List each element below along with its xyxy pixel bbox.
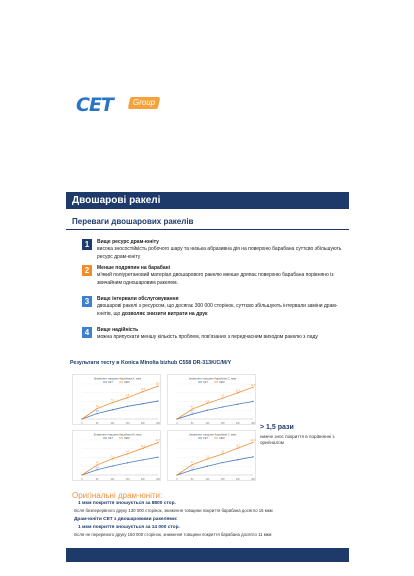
advantage-text <box>97 327 348 342</box>
data-point <box>222 462 223 463</box>
chart-title: Зниження товщини барабана K, мкм <box>93 376 142 381</box>
x-tick-label: 0 <box>81 479 83 481</box>
original-line1: 1 мкм покриття зношується за 8800 стор. <box>78 501 176 506</box>
wear-comparison-note <box>260 424 350 446</box>
x-tick-label: 0 <box>81 423 83 425</box>
data-label: 15.0 <box>155 383 161 386</box>
advantage-title: Вище інтервали обслуговування <box>97 296 179 302</box>
x-tick-label: 50 <box>95 479 99 481</box>
x-tick-label: 0 <box>176 423 178 425</box>
advantage-desc: двошарові ракелі з ресурсом, що досягає 300 000 сторінок, суттєво збільшують інтервали заміни драм-юнітів, що <box>97 303 338 317</box>
legend-label: CET <box>108 381 113 384</box>
x-tick-label: 250 <box>156 423 160 425</box>
data-label: 7.4 <box>110 456 115 459</box>
data-label: 14.9 <box>250 439 256 442</box>
data-point <box>252 401 253 402</box>
data-point <box>207 410 208 411</box>
x-tick-label: 0 <box>176 479 178 481</box>
data-point <box>237 447 238 448</box>
data-point <box>142 391 143 392</box>
data-point <box>207 466 208 467</box>
data-point <box>142 459 143 460</box>
original-line2: після безперервного друку 130 000 сторінок, зниження товщини покриття барабана досягло 15 мкм <box>74 508 273 513</box>
x-tick-label: 50 <box>190 479 194 481</box>
x-tick-label: 200 <box>140 423 145 425</box>
chart-c-svg <box>168 375 257 426</box>
data-label: 7.2 <box>205 400 210 403</box>
x-tick-label: 100 <box>205 479 210 481</box>
legend-label: CET <box>203 437 208 440</box>
x-tick-label: 250 <box>251 479 255 481</box>
x-tick-label: 100 <box>110 423 115 425</box>
x-tick-label: 200 <box>140 479 145 481</box>
data-point <box>192 464 193 465</box>
data-point <box>252 442 253 443</box>
data-label: 2.3 <box>190 467 194 470</box>
data-label: 2.4 <box>95 467 99 470</box>
chart-m-svg <box>73 431 162 482</box>
data-point <box>97 408 98 409</box>
logo-group-text: Group <box>132 98 156 107</box>
data-point <box>237 392 238 393</box>
data-point <box>157 400 158 401</box>
chart-m <box>72 430 161 481</box>
data-label: 12.3 <box>235 445 241 448</box>
page-title: Двошарові ракелі <box>72 195 161 206</box>
data-label: 4.7 <box>190 462 194 465</box>
data-point <box>192 413 193 414</box>
data-point <box>237 403 238 404</box>
data-point <box>176 474 177 475</box>
wear-ratio: > 1,5 рази <box>260 424 294 431</box>
data-label: 7.3 <box>205 456 210 459</box>
x-tick-label: 200 <box>235 479 240 481</box>
data-label: 14.8 <box>155 440 161 443</box>
data-point <box>192 469 193 470</box>
series-line-cet <box>177 457 253 475</box>
advantage-desc: висока зносостійкість робочого шару та низька абразивна дія на поверхню барабана суттєво збільшують ресурс драм-юніту <box>97 246 342 260</box>
data-label: 4.8 <box>95 406 99 408</box>
x-tick-label: 50 <box>190 423 194 425</box>
data-label: 12.2 <box>140 445 146 448</box>
section-title-bar <box>66 216 349 230</box>
x-tick-label: 250 <box>156 479 160 481</box>
series-line-cet <box>82 401 158 419</box>
data-point <box>112 409 113 410</box>
data-point <box>252 387 253 388</box>
data-point <box>207 458 208 459</box>
data-label: 12.5 <box>140 389 146 392</box>
data-label: 12.0 <box>235 390 241 393</box>
data-label: 2.2 <box>190 411 194 414</box>
data-point <box>237 459 238 460</box>
cet-line2: після не перервного друку 150 000 сторінок, зниження товщини покриття барабана досягло 11 мкм <box>74 532 272 537</box>
x-tick-label: 100 <box>110 479 115 481</box>
x-tick-label: 150 <box>220 479 225 481</box>
data-label: 9.6 <box>220 451 225 454</box>
logo-group-badge <box>128 97 161 109</box>
advantage-number: 4 <box>82 327 92 338</box>
series-line-oem <box>82 443 158 475</box>
x-tick-label: 250 <box>251 423 255 425</box>
data-label: 4.5 <box>190 406 194 409</box>
data-point <box>142 448 143 449</box>
data-point <box>97 464 98 465</box>
original-title: Оригінальні драм-юніти: <box>72 491 163 500</box>
logo-brand: CET <box>76 94 113 116</box>
data-point <box>112 458 113 459</box>
x-tick-label: 100 <box>205 423 210 425</box>
data-point <box>220 395 225 399</box>
data-point <box>205 400 210 404</box>
chart-k <box>72 374 161 425</box>
legend-label: CET <box>108 437 113 440</box>
data-point <box>127 453 128 454</box>
wear-ratio-caption: нижче знос покриття в порівнянні з оригіналом <box>260 434 335 445</box>
data-point <box>176 418 177 419</box>
data-point <box>222 406 223 407</box>
data-label: 9.7 <box>125 451 130 454</box>
legend-label: CET <box>203 381 208 384</box>
advantage-highlight: дозволяє знизити витрати на друк <box>121 310 208 317</box>
data-point <box>112 402 113 403</box>
advantage-text <box>97 239 348 261</box>
series-line-oem <box>82 386 158 419</box>
data-point <box>222 453 223 454</box>
data-point <box>97 469 98 470</box>
x-tick-label: 200 <box>235 423 240 425</box>
data-label: 9.8 <box>125 395 130 398</box>
data-point <box>81 418 82 419</box>
chart-k-svg <box>73 375 162 426</box>
advantage-desc: м'який поліуретановий матеріал двошарового ракелю менше дряпає поверхню барабана порівняно із звичайним одношаровим ракелем. <box>97 272 334 286</box>
advantage-text <box>97 265 348 287</box>
advantage-number: 1 <box>82 239 92 250</box>
x-tick-label: 150 <box>220 423 225 425</box>
data-point <box>127 462 128 463</box>
advantage-title: Вище надійність <box>97 327 139 333</box>
data-point <box>157 385 158 386</box>
legend-label: OEM <box>219 381 225 384</box>
data-point <box>142 403 143 404</box>
results-title: Результати тесту в Konica Minolta bizhub C558 DR-313K/C/M/Y <box>70 360 232 366</box>
data-point <box>81 474 82 475</box>
advantage-desc: можна припускати меншу кількість проблем, пов'язаних з передчасним виходом ракелю з ладу <box>97 334 318 341</box>
data-label: 2.5 <box>95 411 99 414</box>
x-tick-label: 150 <box>125 423 130 425</box>
cet-group-logo <box>76 94 186 114</box>
legend-label: OEM <box>124 381 130 384</box>
data-point <box>97 413 98 414</box>
advantage-title: Менше подряпин на барабані <box>97 265 171 271</box>
chart-y <box>167 430 256 481</box>
chart-c <box>167 374 256 425</box>
advantage-number: 2 <box>82 265 92 276</box>
data-point <box>127 397 128 398</box>
data-label: 4.6 <box>95 462 99 465</box>
data-label: 7.5 <box>110 400 115 403</box>
data-point <box>112 465 113 466</box>
chart-y-svg <box>168 431 257 482</box>
x-tick-label: 150 <box>125 479 130 481</box>
data-point <box>157 442 158 443</box>
advantage-title: Вище ресурс драм-юніту <box>97 239 159 245</box>
chart-title: Зниження товщини барабана Y, мкм <box>189 432 236 437</box>
advantage-number: 3 <box>82 296 92 307</box>
legend-label: OEM <box>219 437 225 440</box>
advantage-text <box>97 296 348 318</box>
data-point <box>192 408 193 409</box>
chart-title: Зниження товщини барабана M, мкм <box>93 432 142 437</box>
x-tick-label: 50 <box>95 423 99 425</box>
chart-title: Зниження товщини барабана C, мкм <box>188 376 237 381</box>
data-point <box>157 457 158 458</box>
document-page <box>66 80 349 537</box>
footer-band <box>66 548 349 562</box>
section-title: Переваги двошарових ракелів <box>72 217 194 226</box>
cet-title: Драм-юніти CET з двошаровими ракелями: <box>74 517 178 522</box>
legend-label: OEM <box>124 437 130 440</box>
data-label: 9.5 <box>220 395 225 398</box>
data-point <box>252 456 253 457</box>
header-band <box>66 192 349 209</box>
data-point <box>127 406 128 407</box>
cet-line1: 1 мкм покриття зношується за 14 000 стор. <box>78 525 180 530</box>
data-label: 14.5 <box>250 384 256 387</box>
